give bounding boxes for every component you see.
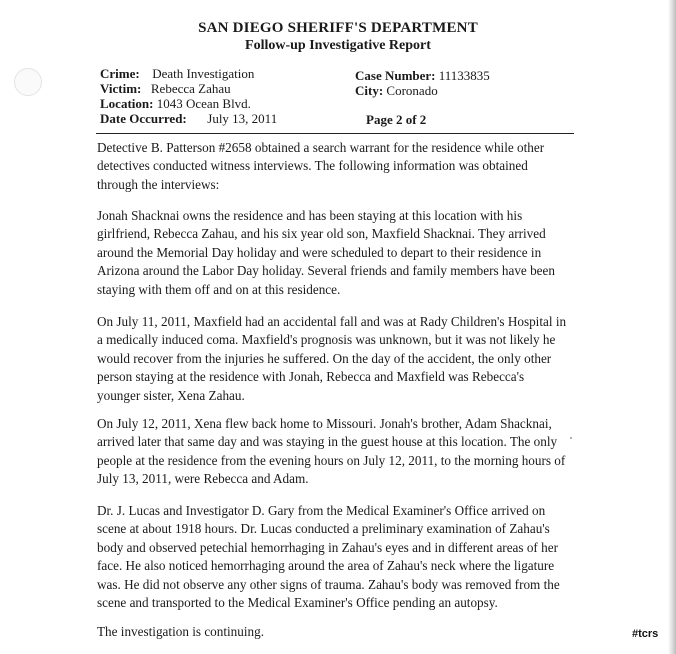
date-value: July 13, 2011 [207, 111, 278, 126]
location-label: Location: [100, 96, 154, 111]
location-field [100, 96, 251, 112]
paragraph-line: would recover from the injuries he suffered. On the day of the accident, the only other [97, 350, 552, 366]
crime-value: Death Investigation [152, 66, 255, 81]
crime-label: Crime: [100, 66, 140, 81]
paragraph-line: younger sister, Xena Zahau. [97, 387, 245, 403]
paragraph-line: face. He also noticed hemorrhaging around the area of Zahau's neck where the ligature [97, 558, 555, 574]
page-number: Page 2 of 2 [366, 112, 427, 127]
paragraph-line: The investigation is continuing. [97, 624, 265, 639]
city-label: City: [355, 83, 384, 98]
paragraph-line: Dr. J. Lucas and Investigator D. Gary from the Medical Examiner's Office arrived on [97, 503, 546, 518]
paragraph-accident [97, 313, 577, 405]
paragraph-line: Detective B. Patterson #2658 obtained a search warrant for the residence while other [97, 140, 545, 155]
department-title: SAN DIEGO SHERIFF'S DEPARTMENT [198, 20, 478, 36]
paragraph-line: scene and transported to the Medical Examiner's Office pending an autopsy. [97, 595, 498, 611]
page-indicator [366, 112, 426, 128]
paragraph-line: arrived later that same day and was staying in the guest house at this location. The only [97, 434, 558, 450]
paragraph-line: On July 12, 2011, Xena flew back home to Missouri. Jonah's brother, Adam Shacknai, [97, 416, 552, 431]
date-label: Date Occurred: [100, 111, 187, 126]
paragraph-line: through the interviews: [97, 176, 220, 192]
case-number-field [355, 68, 490, 84]
paragraph-medical-examiner [97, 502, 577, 612]
paragraph-line: Jonah Shacknai owns the residence and has been staying at this location with his [97, 208, 523, 223]
page-edge-shadow [668, 0, 676, 654]
paragraph-line: staying with them off and on at this residence. [97, 281, 341, 297]
header-divider [96, 133, 574, 134]
paragraph-line: around the Memorial Day holiday and were scheduled to depart to their residence in [97, 244, 542, 260]
report-type-title: Follow-up Investigative Report [245, 38, 431, 53]
location-value: 1043 Ocean Blvd. [156, 96, 251, 111]
paragraph-line: was. He did not observe any other signs of trauma. Zahau's body was removed from the [97, 576, 560, 592]
paragraph-line: body and observed petechial hemorrhaging in Zahau's eyes and in different areas of her [97, 539, 558, 555]
paragraph-line: girlfriend, Rebecca Zahau, and his six year old son, Maxfield Shacknai. They arrived [97, 226, 546, 242]
crime-field [100, 66, 254, 82]
case-number-label: Case Number: [355, 68, 436, 83]
paragraph-line: a medically induced coma. Maxfield's prognosis was unknown, but it was not likely he [97, 332, 556, 348]
paragraph-line: July 13, 2011, were Rebecca and Adam. [97, 471, 309, 487]
paragraph-line: On July 11, 2011, Maxfield had an accidental fall and was at Rady Children's Hospital in [97, 314, 567, 329]
paragraph-line: people at the residence from the evening hours on July 12, 2011, to the morning hours of [97, 452, 566, 468]
case-number-value: 11133835 [438, 68, 490, 83]
scan-speck [570, 437, 572, 439]
paragraph-july-12 [97, 415, 577, 489]
victim-value: Rebecca Zahau [150, 81, 231, 96]
paragraph-line: detectives conducted witness interviews. The following information was obtained [97, 158, 528, 174]
paragraph-residence [97, 207, 577, 299]
paragraph-warrant [97, 139, 577, 194]
city-value: Coronado [386, 83, 438, 98]
paragraph-line: scene at about 1918 hours. Dr. Lucas conducted a preliminary examination of Zahau's [97, 521, 550, 537]
victim-field [100, 81, 231, 97]
watermark-tag: #tcrs [632, 628, 659, 640]
punch-hole-mark [14, 68, 42, 96]
paragraph-line: Arizona around the Labor Day holiday. Several friends and family members have been [97, 263, 555, 279]
paragraph-continuing [97, 623, 577, 641]
victim-label: Victim: [100, 81, 142, 96]
city-field [355, 83, 438, 99]
paragraph-line: person staying at the residence with Jonah, Rebecca and Maxfield was Rebecca's [97, 369, 525, 385]
date-field [100, 111, 277, 127]
